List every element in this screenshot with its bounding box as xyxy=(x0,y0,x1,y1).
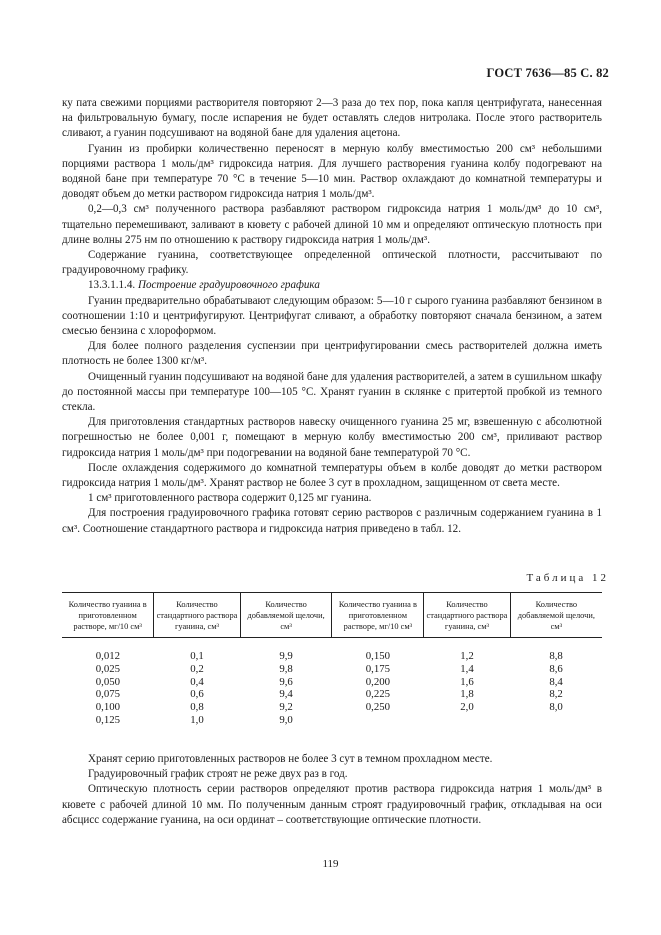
paragraph: Для приготовления стандартных растворов навеску очищенного гуанина 25 мг, взвешенную с абсолютной погрешностью не более 0,001 г, помещают в мерную колбу вместимостью 200 см³, приливают раствор гидроксида натрия 1 моль/дм³ при подогревании на водяной бане температурой 70 °С. xyxy=(62,416,602,459)
table-cell xyxy=(332,638,424,727)
paragraph: Оптическую плотность серии растворов определяют против раствора гидроксида натрия 1 моль/дм³ в кювете с рабочей длиной 10 мм. По полученным данным строят градуировочный график, откладывая на оси абсцисс содержание гуанина, на оси ординат – соответствующие оптические плотности. xyxy=(62,783,602,826)
cell-value: 9,9 xyxy=(279,650,293,662)
cell-value: 0,1 xyxy=(190,650,204,662)
cell-value: 0,075 xyxy=(95,688,121,701)
cell-value: 0,8 xyxy=(190,701,204,714)
cell-value: 0,175 xyxy=(365,662,391,675)
cell-value: 1,2 xyxy=(460,650,474,662)
cell-value: 0,050 xyxy=(95,675,121,688)
cell-value: 0,125 xyxy=(95,713,121,726)
cell-value: 1,8 xyxy=(460,688,474,701)
paragraph: Очищенный гуанин подсушивают на водяной бане для удаления растворителей, а затем в сушильном шкафу до постоянной массы при температуре 100—105 °С. Хранят гуанин в склянке с притертой пробкой из темного стекла. xyxy=(62,370,602,414)
cell-value: 0,250 xyxy=(365,701,391,714)
column-header: Количество добавляемой щелочи, см³ xyxy=(510,593,602,638)
cell-value: 8,4 xyxy=(549,675,563,688)
table-header-row xyxy=(62,593,602,638)
cell-value: 0,200 xyxy=(365,675,391,688)
paragraph: Гуанин предварительно обрабатывают следующим образом: 5—10 г сырого гуанина разбавляют бензином в соотношении 1:10 и центрифугируют. Центрифугат сливают, а обработку повторяют сначала бензином, а затем смесью бензина с хлороформом. xyxy=(62,294,602,338)
cell-value: 9,0 xyxy=(279,713,293,726)
cell-value: 1,6 xyxy=(460,675,474,688)
cell-value: 0,4 xyxy=(190,675,204,688)
cell-value: 9,2 xyxy=(279,701,293,714)
paragraph: Содержание гуанина, соответствующее определенной оптической плотности, рассчитывают по градуировочному графику. xyxy=(62,249,602,277)
page-number: 119 xyxy=(322,858,339,870)
paragraph: Для более полного разделения суспензии при центрифугировании смесь растворителей должна иметь плотность не более 1300 кг/м³. xyxy=(62,340,602,368)
paragraph: 0,2—0,3 см³ полученного раствора разбавляют раствором гидроксида натрия 1 моль/дм³ до 10 см³, тщательно перемешивают, заливают в кювету с рабочей длиной 10 мм и определяют оптическую плотность при длине волны 275 нм по отношению к раствору гидроксида натрия 1 моль/дм³. xyxy=(62,203,602,246)
cell-value: 9,8 xyxy=(279,662,293,675)
closing-text xyxy=(62,752,602,828)
document-header: ГОСТ 7636—85 С. 82 xyxy=(486,66,609,80)
cell-value: 0,150 xyxy=(365,650,391,662)
cell-value: 8,8 xyxy=(549,650,563,662)
column-header: Количество гуанина в приготовленном растворе, мг/10 см³ xyxy=(62,593,154,638)
table-title: Таблица 12 xyxy=(526,572,609,584)
table-cell xyxy=(154,638,240,727)
paragraph: Гуанин из пробирки количественно переносят в мерную колбу вместимостью 200 см³ небольшими порциями раствора 1 моль/дм³ гидроксида натрия. Для лучшего растворения гуанина колбу подогревают на водяной бане при температуре 70 °С в течение 5—10 мин. Раствор охлаждают до комнатной температуры и доводят объем до метки раствором гидроксида натрия 1 моль/дм³. xyxy=(62,142,602,201)
cell-value: 0,225 xyxy=(365,688,391,701)
paragraph: Для построения градуировочного графика готовят серию растворов с различным содержанием гуанина в 1 см³. Соотношение стандартного раствора и гидроксида натрия приведено в табл. 12. xyxy=(62,507,602,535)
section-number: 13.3.1.1.4. xyxy=(88,279,136,292)
cell-value: 0,012 xyxy=(95,650,121,662)
cell-value: 9,6 xyxy=(279,675,293,688)
main-text xyxy=(62,96,602,537)
section-title: Построение градуировочного графика xyxy=(137,279,320,292)
table-12 xyxy=(62,592,602,727)
cell-value: 9,4 xyxy=(279,688,293,701)
paragraph: После охлаждения содержимого до комнатной температуры объем в колбе доводят до метки раствором гидроксида натрия 1 моль/дм³. Хранят раствор не более 3 сут в прохладном, защищенном от света месте. xyxy=(62,461,602,490)
section-heading xyxy=(62,278,602,293)
cell-value: 8,6 xyxy=(549,662,563,675)
cell-value: 8,0 xyxy=(549,701,563,714)
paragraph: ку пата свежими порциями растворителя повторяют 2—3 раза до тех пор, пока капля центрифугата, нанесенная на фильтровальную бумагу, после испарения не будет оставлять следов нитролака. После этого растворитель сливают, а гуанин подсушивают на водяной бане для удаления ацетона. xyxy=(62,97,602,140)
paragraph: Хранят серию приготовленных растворов не более 3 сут в темном прохладном месте. xyxy=(88,753,493,765)
table-cell xyxy=(510,638,602,727)
cell-value: 0,2 xyxy=(190,662,204,675)
table-cell xyxy=(424,638,510,727)
cell-value: 2,0 xyxy=(460,701,474,714)
column-header: Количество стандартного раствора гуанина, см³ xyxy=(424,593,510,638)
column-header: Количество добавляемой щелочи, см³ xyxy=(240,593,332,638)
column-header: Количество стандартного раствора гуанина, см³ xyxy=(154,593,240,638)
cell-value: 0,025 xyxy=(95,662,121,675)
cell-value: 8,2 xyxy=(549,688,563,701)
paragraph: 1 см³ приготовленного раствора содержит 0,125 мг гуанина. xyxy=(88,492,372,505)
paragraph: Градуировочный график строят не реже двух раз в год. xyxy=(88,768,348,781)
table-cell xyxy=(240,638,332,727)
cell-value: 1,0 xyxy=(190,713,204,726)
cell-value: 0,100 xyxy=(95,701,121,714)
table-cell xyxy=(62,638,154,727)
column-header: Количество гуанина в приготовленном растворе, мг/10 см³ xyxy=(332,593,424,638)
cell-value: 1,4 xyxy=(460,662,474,675)
table-row xyxy=(62,638,602,727)
cell-value: 0,6 xyxy=(190,688,204,701)
